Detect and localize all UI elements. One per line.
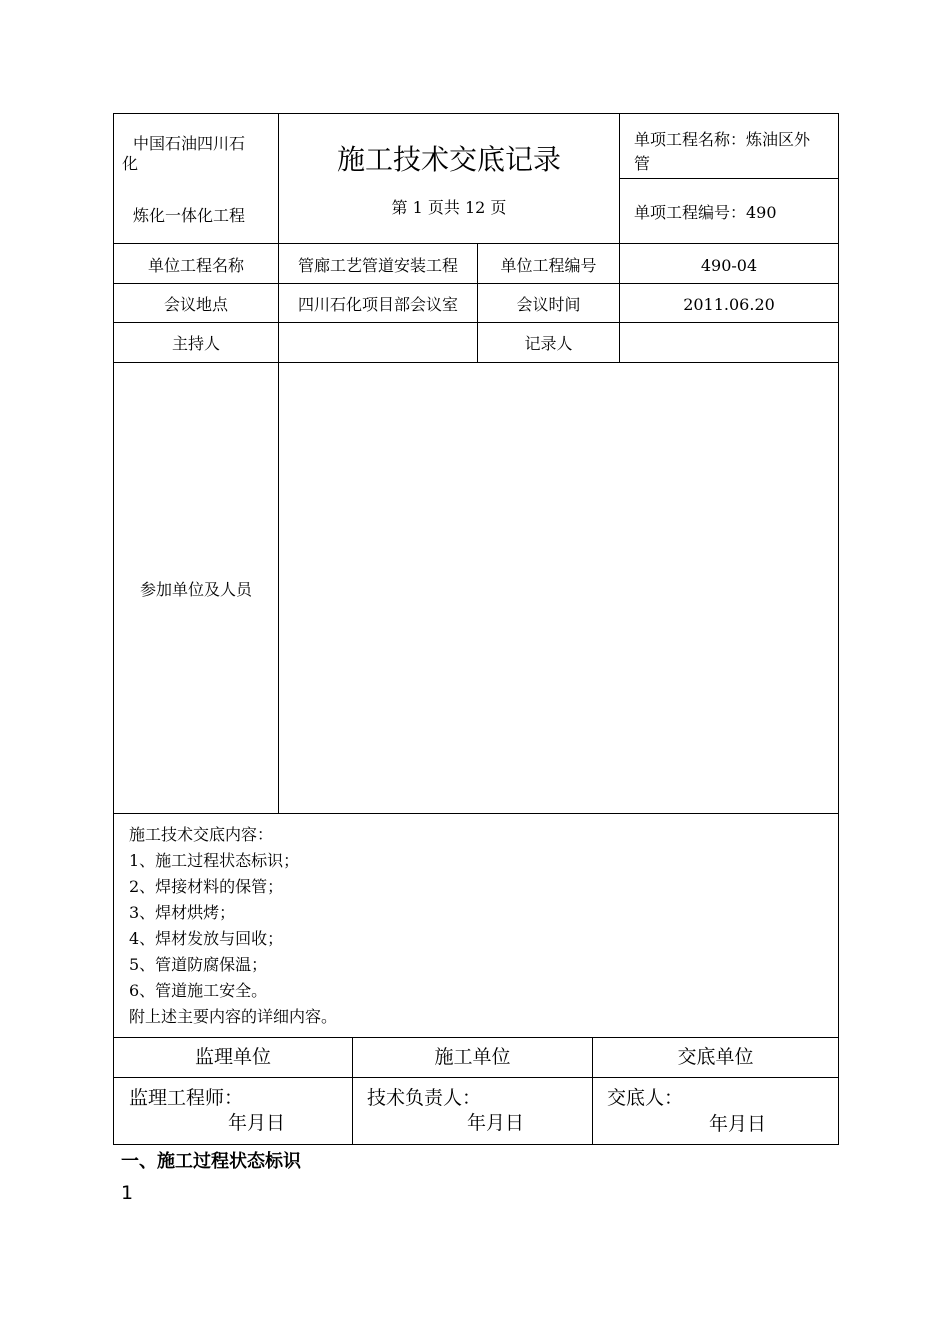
content-footer: 附上述主要内容的详细内容。 (129, 1007, 338, 1026)
unit-name-value: 管廊工艺管道安装工程 (297, 256, 458, 275)
supervision-date: 年月日 (228, 1112, 286, 1134)
company-name-line2: 化 (122, 154, 139, 173)
content-item: 5、管道防腐保温； (129, 955, 268, 974)
technical-content (129, 822, 829, 1030)
meeting-time-value: 2011.06.20 (683, 295, 775, 314)
briefing-unit-header: 交底单位 (677, 1046, 754, 1068)
meeting-place-label: 会议地点 (163, 295, 228, 314)
project-number: 单项工程编号：490 (634, 203, 777, 222)
company-name (122, 134, 272, 174)
meeting-place-value: 四川石化项目部会议室 (297, 295, 458, 314)
briefer-label: 交底人： (607, 1087, 684, 1109)
unit-number-label: 单位工程编号 (500, 256, 597, 275)
document-title: 施工技术交底记录 (336, 143, 561, 176)
construction-date: 年月日 (467, 1112, 525, 1134)
section-number: 1 (121, 1182, 134, 1204)
project-name (634, 130, 834, 174)
company-name-line1: 中国石油四川石 (133, 134, 246, 153)
content-item: 6、管道施工安全。 (129, 981, 268, 1000)
section-heading: 一、施工过程状态标识 (121, 1151, 301, 1172)
project-name-cont: 管 (634, 154, 651, 173)
construction-unit-header: 施工单位 (434, 1046, 511, 1068)
supervision-unit-header: 监理单位 (194, 1046, 271, 1068)
content-item: 2、焊接材料的保管； (129, 877, 284, 896)
technical-lead-label: 技术负责人： (367, 1087, 482, 1109)
content-item: 4、焊材发放与回收； (129, 929, 284, 948)
project-name-label: 单项工程名称：炼油区外 (634, 130, 811, 149)
page-info: 第 1 页共 12 页 (391, 198, 507, 217)
content-item: 3、焊材烘烤； (129, 903, 236, 922)
host-label: 主持人 (171, 334, 220, 353)
supervision-engineer-label: 监理工程师： (129, 1087, 244, 1109)
project-title: 炼化一体化工程 (133, 206, 246, 225)
briefing-date: 年月日 (709, 1113, 767, 1135)
unit-name-label: 单位工程名称 (147, 256, 244, 275)
recorder-label: 记录人 (524, 334, 573, 353)
unit-number-value: 490-04 (700, 256, 758, 275)
content-heading: 施工技术交底内容： (129, 825, 274, 844)
attendees-label: 参加单位及人员 (139, 580, 252, 599)
meeting-time-label: 会议时间 (516, 295, 581, 314)
content-item: 1、施工过程状态标识； (129, 851, 300, 870)
